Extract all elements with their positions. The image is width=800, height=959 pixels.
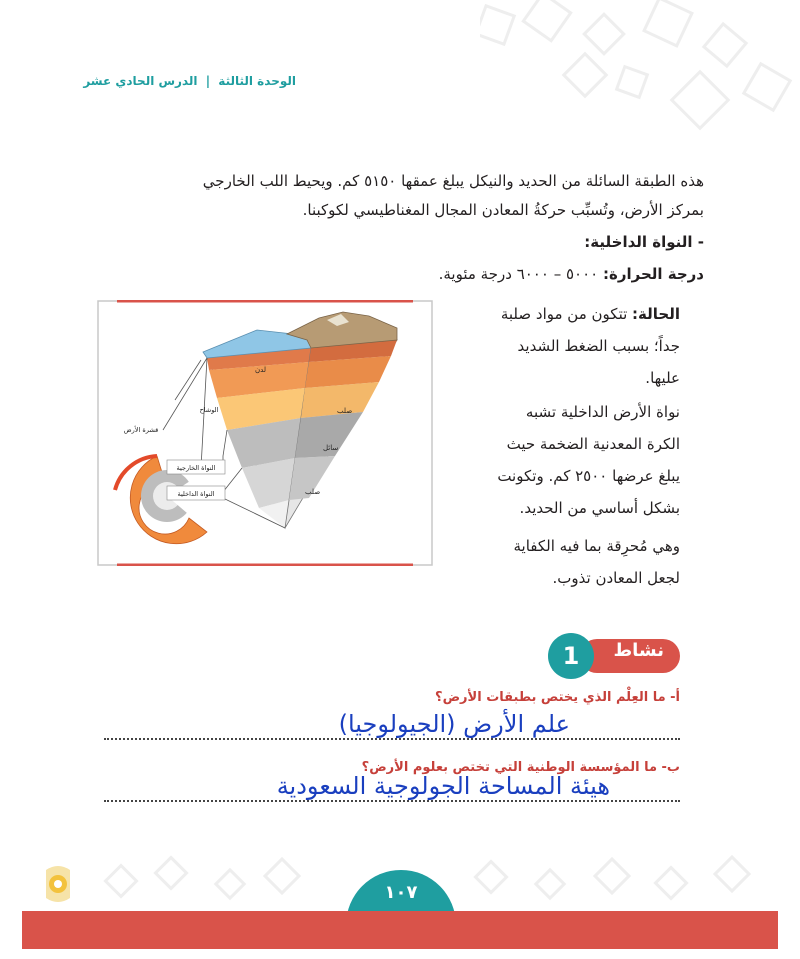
label-soft: لدن	[255, 366, 266, 374]
activity-badge	[548, 633, 680, 679]
temperature-line	[300, 260, 704, 289]
activity-number: 1	[548, 633, 594, 679]
label-inner-core: النواة الداخلية	[177, 490, 215, 498]
header-separator: |	[205, 74, 211, 88]
desc-line-6: لجعل المعادن تذوب.	[552, 569, 680, 587]
answer-line-b	[104, 800, 680, 802]
footer-bar	[22, 911, 778, 949]
desc-line-3: يبلغ عرضها ٢٥٠٠ كم. وتكونت	[497, 467, 680, 485]
state-line-2: جداً؛ بسبب الضغط الشديد	[517, 337, 680, 355]
header-unit: الوحدة الثالثة	[218, 74, 296, 88]
page-number: ١٠٧	[384, 882, 418, 903]
desc-line-5: وهي مُحرِقة بما فيه الكفاية	[513, 537, 680, 555]
label-mantle: الوشاح	[199, 406, 219, 414]
activity-label: نشاط	[613, 640, 664, 661]
earth-layers-diagram	[97, 300, 433, 566]
question-b: ب- ما المؤسسة الوطنية التي تختص بعلوم الأرض؟	[361, 760, 680, 775]
paragraph-line-1: هذه الطبقة السائلة من الحديد والنيكل يبلغ عمقها ٥١٥٠ كم. ويحيط اللب الخارجي	[202, 172, 704, 190]
answer-a: علم الأرض (الجيولوجيا)	[338, 710, 570, 738]
paragraph-line-2: بمركز الأرض، وتُسبِّب حركةُ المعادن المجال المغناطيسي لكوكبنا.	[302, 201, 704, 219]
desc-line-2: الكرة المعدنية الضخمة حيث	[506, 435, 680, 453]
temperature-value: ٥٠٠٠ – ٦٠٠٠ درجة مئوية.	[438, 265, 603, 283]
label-crust: قشرة الأرض	[123, 426, 159, 434]
label-outer-core: النواة الخارجية	[176, 464, 216, 472]
state-label: الحالة:	[632, 305, 680, 323]
answer-line-a	[104, 738, 680, 740]
label-solid-2: صلب	[305, 488, 321, 496]
state-line-3: عليها.	[645, 369, 680, 387]
inner-core-heading: - النواة الداخلية:	[584, 233, 704, 251]
publisher-logo-icon	[40, 862, 76, 906]
decorative-pattern-top	[480, 0, 800, 150]
answer-b: هيئة المساحة الجولوجية السعودية	[276, 772, 610, 800]
page-header	[83, 74, 296, 88]
label-liquid: سائل	[323, 444, 339, 452]
state-text-1: تتكون من مواد صلبة	[500, 305, 633, 323]
header-lesson: الدرس الحادي عشر	[83, 74, 198, 88]
question-a: أ- ما العِلْم الذي يختص بطبقات الأرض؟	[435, 690, 680, 705]
state-line-1	[455, 300, 680, 329]
desc-line-1: نواة الأرض الداخلية تشبه	[525, 403, 680, 421]
label-solid-1: صلب	[337, 407, 353, 415]
desc-line-4: بشكل أساسي من الحديد.	[519, 499, 680, 517]
temperature-label: درجة الحرارة:	[602, 265, 704, 283]
